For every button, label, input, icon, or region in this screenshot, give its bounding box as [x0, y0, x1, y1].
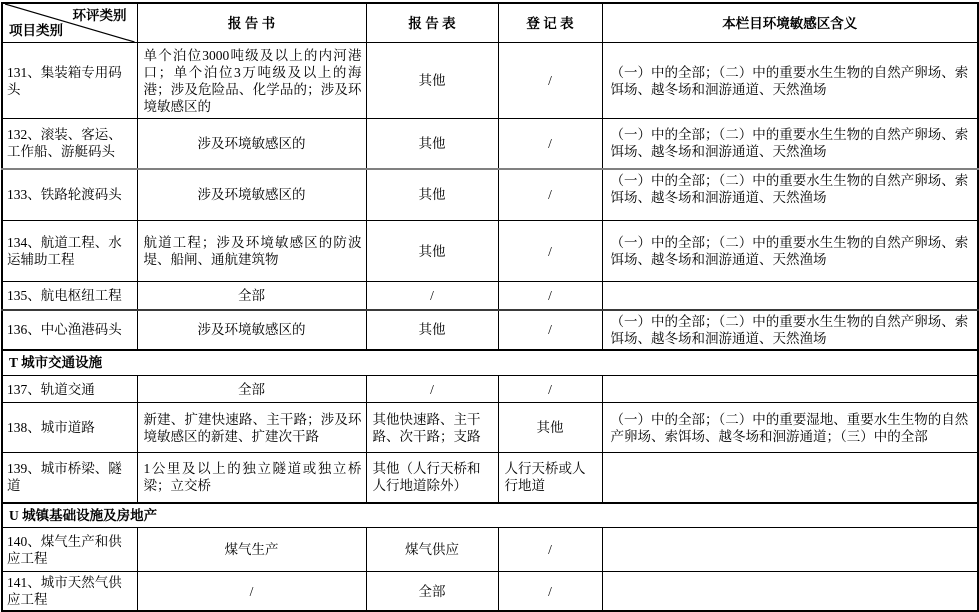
category-cell: 136、中心渔港码头 [2, 310, 137, 350]
sensitive-meaning-cell [602, 453, 978, 503]
table-row [2, 572, 978, 612]
category-cell: 140、煤气生产和供应工程 [2, 528, 137, 572]
table-header-row [2, 3, 978, 43]
table-row [2, 528, 978, 572]
report-book-cell: 涉及环境敏感区的 [137, 310, 366, 350]
sensitive-meaning-cell [602, 376, 978, 403]
eia-classification-table [1, 2, 979, 612]
registration-form-cell: / [498, 376, 602, 403]
registration-form-cell: / [498, 572, 602, 612]
sensitive-meaning-cell: （一）中的全部；（二）中的重要水生生物的自然产卵场、索饵场、越冬场和洄游通道、天然渔场 [602, 310, 978, 350]
sensitive-meaning-cell: （一）中的全部；（二）中的重要湿地、重要水生生物的自然产卵场、索饵场、越冬场和洄游通道；（三）中的全部 [602, 403, 978, 453]
report-form-cell: / [366, 376, 498, 403]
table-row [2, 453, 978, 503]
category-cell: 137、轨道交通 [2, 376, 137, 403]
section-row-t [2, 350, 978, 376]
table-row [2, 221, 978, 282]
report-book-cell: 单个泊位3000吨级及以上的内河港口；单个泊位3万吨级及以上的海港；涉及危险品、化学品的；涉及环境敏感区的 [137, 43, 366, 119]
report-form-cell: 其他 [366, 310, 498, 350]
report-book-cell: 涉及环境敏感区的 [137, 169, 366, 221]
report-book-cell: 航道工程；涉及环境敏感区的防波堤、船闸、通航建筑物 [137, 221, 366, 282]
registration-form-cell: / [498, 528, 602, 572]
registration-form-cell: / [498, 221, 602, 282]
category-cell: 138、城市道路 [2, 403, 137, 453]
sensitive-meaning-cell [602, 282, 978, 310]
category-cell: 134、航道工程、水运辅助工程 [2, 221, 137, 282]
section-header-cell: T 城市交通设施 [2, 350, 978, 376]
header-project-category: 项目类别 [9, 23, 63, 38]
category-cell: 131、集装箱专用码头 [2, 43, 137, 119]
category-cell: 139、城市桥梁、隧道 [2, 453, 137, 503]
registration-form-cell: 其他 [498, 403, 602, 453]
registration-form-cell: / [498, 282, 602, 310]
report-form-cell: 其他 [366, 119, 498, 169]
report-book-cell: 1公里及以上的独立隧道或独立桥梁；立交桥 [137, 453, 366, 503]
report-form-cell: / [366, 282, 498, 310]
header-report-form: 报 告 表 [366, 3, 498, 43]
report-form-cell: 煤气供应 [366, 528, 498, 572]
header-sensitive-meaning: 本栏目环境敏感区含义 [602, 3, 978, 43]
category-cell: 135、航电枢纽工程 [2, 282, 137, 310]
sensitive-meaning-cell: （一）中的全部；（二）中的重要水生生物的自然产卵场、索饵场、越冬场和洄游通道、天然渔场 [602, 169, 978, 221]
table-row [2, 43, 978, 119]
registration-form-cell: 人行天桥或人行地道 [498, 453, 602, 503]
report-form-cell: 其他（人行天桥和人行地道除外） [366, 453, 498, 503]
report-form-cell: 其他 [366, 221, 498, 282]
table-row [2, 403, 978, 453]
registration-form-cell: / [498, 119, 602, 169]
sensitive-meaning-cell [602, 572, 978, 612]
header-eia-category: 环评类别 [72, 8, 127, 23]
report-form-cell: 全部 [366, 572, 498, 612]
sensitive-meaning-cell: （一）中的全部；（二）中的重要水生生物的自然产卵场、索饵场、越冬场和洄游通道、天然渔场 [602, 221, 978, 282]
category-cell: 141、城市天然气供应工程 [2, 572, 137, 612]
table-row [2, 282, 978, 310]
header-registration-form: 登 记 表 [498, 3, 602, 43]
table-row [2, 310, 978, 350]
table-row [2, 169, 978, 221]
sensitive-meaning-cell [602, 528, 978, 572]
registration-form-cell: / [498, 169, 602, 221]
category-cell: 133、铁路轮渡码头 [2, 169, 137, 221]
report-form-cell: 其他快速路、主干路、次干路；支路 [366, 403, 498, 453]
report-form-cell: 其他 [366, 43, 498, 119]
report-book-cell: 全部 [137, 376, 366, 403]
section-row-u [2, 503, 978, 528]
report-book-cell: 全部 [137, 282, 366, 310]
category-cell: 132、滚装、客运、工作船、游艇码头 [2, 119, 137, 169]
table-row [2, 119, 978, 169]
diagonal-header-cell [2, 3, 137, 43]
sensitive-meaning-cell: （一）中的全部；（二）中的重要水生生物的自然产卵场、索饵场、越冬场和洄游通道、天然渔场 [602, 43, 978, 119]
header-report-book: 报 告 书 [137, 3, 366, 43]
section-header-cell: U 城镇基础设施及房地产 [2, 503, 978, 528]
diagonal-split [5, 4, 135, 42]
registration-form-cell: / [498, 43, 602, 119]
report-book-cell: 涉及环境敏感区的 [137, 119, 366, 169]
registration-form-cell: / [498, 310, 602, 350]
sensitive-meaning-cell: （一）中的全部；（二）中的重要水生生物的自然产卵场、索饵场、越冬场和洄游通道、天然渔场 [602, 119, 978, 169]
report-book-cell: 新建、扩建快速路、主干路；涉及环境敏感区的新建、扩建次干路 [137, 403, 366, 453]
report-form-cell: 其他 [366, 169, 498, 221]
report-book-cell: / [137, 572, 366, 612]
report-book-cell: 煤气生产 [137, 528, 366, 572]
table-row [2, 376, 978, 403]
